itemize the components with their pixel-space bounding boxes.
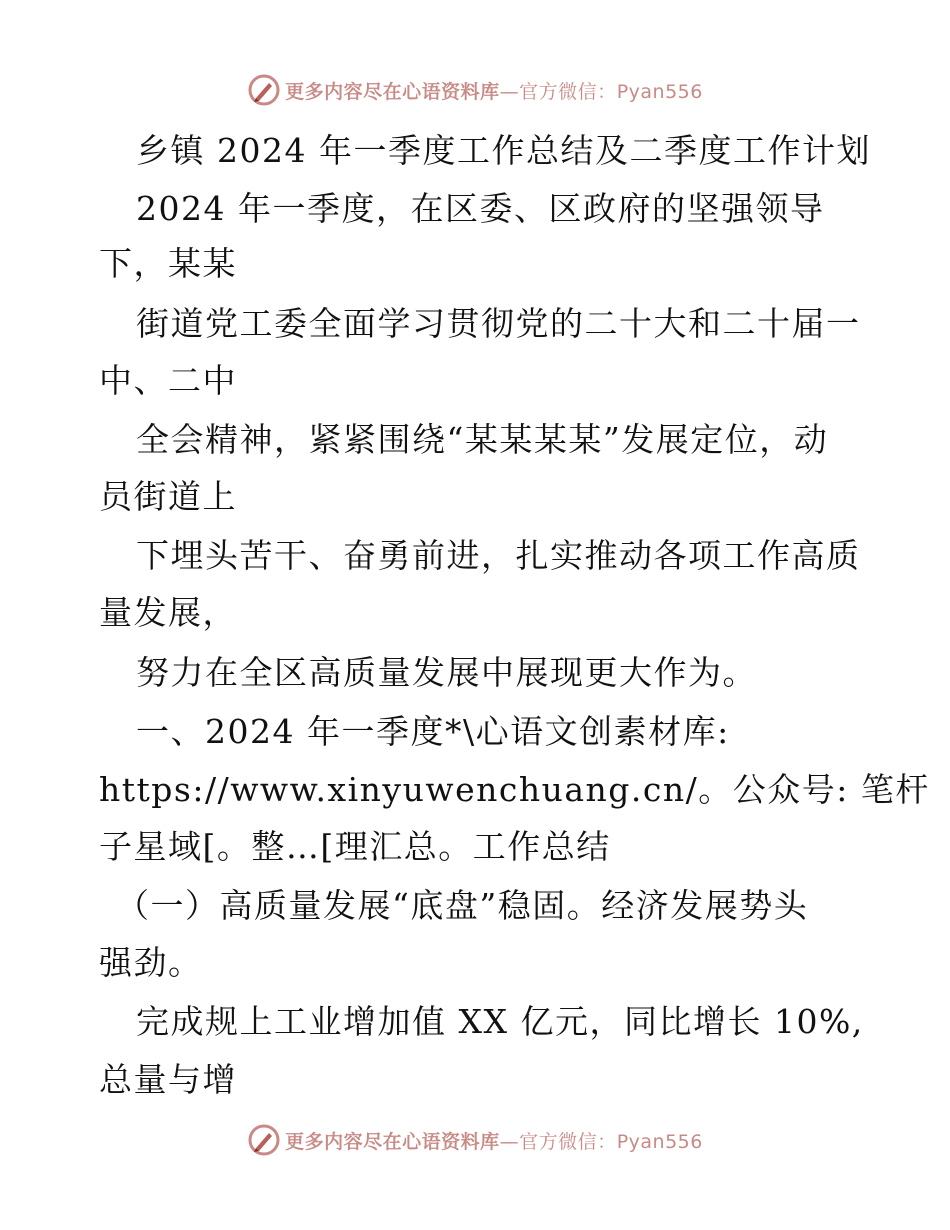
paragraph-line: 子星域[。整…[理汇总。工作总结	[99, 827, 611, 866]
watermark-text	[285, 1127, 703, 1154]
paragraph-line: 下，某某	[99, 244, 237, 283]
watermark-brand: 更多内容尽在心语资料库	[285, 80, 500, 103]
watermark-brand: 更多内容尽在心语资料库	[285, 1130, 500, 1153]
paragraph-line: https://www.xinyuwenchuang.cn/。公众号: 笔杆	[99, 770, 930, 809]
paragraph-line: 全会精神，紧紧围绕“某某某某”发展定位，动	[136, 420, 829, 459]
paragraph-line: 下埋头苦干、奋勇前进，扎实推动各项工作高质	[136, 536, 861, 575]
watermark-account: Pyan556	[616, 80, 703, 103]
pen-circle-logo-icon	[247, 73, 281, 107]
subsection-heading: （一）高质量发展“底盘”稳固。经济发展势头	[116, 886, 809, 925]
watermark-dash: —	[499, 80, 520, 103]
watermark-text	[285, 77, 703, 104]
header-watermark	[0, 70, 950, 110]
paragraph-line: 量发展，	[99, 593, 237, 632]
watermark-dash: —	[499, 1130, 520, 1153]
paragraph-line: 2024 年一季度，在区委、区政府的坚强领导	[136, 189, 825, 228]
paragraph-line: 员街道上	[99, 477, 237, 516]
paragraph-line: 中、二中	[99, 361, 237, 400]
paragraph-line: 强劲。	[99, 943, 203, 982]
watermark-account: Pyan556	[616, 1130, 703, 1153]
paragraph-line: 街道党工委全面学习贯彻党的二十大和二十届一	[136, 304, 861, 343]
watermark-official: 官方微信：	[519, 80, 617, 103]
document-title: 乡镇 2024 年一季度工作总结及二季度工作计划	[136, 131, 871, 170]
paragraph-line: 努力在全区高质量发展中展现更大作为。	[136, 653, 757, 692]
paragraph-line: 完成规上工业增加值 XX 亿元，同比增长 10%,	[136, 1002, 864, 1041]
paragraph-line: 总量与增	[99, 1060, 237, 1099]
watermark-official: 官方微信：	[519, 1130, 617, 1153]
footer-watermark	[0, 1120, 950, 1160]
section-heading: 一、2024 年一季度*\心语文创素材库:	[136, 712, 730, 751]
pen-circle-logo-icon	[247, 1123, 281, 1157]
